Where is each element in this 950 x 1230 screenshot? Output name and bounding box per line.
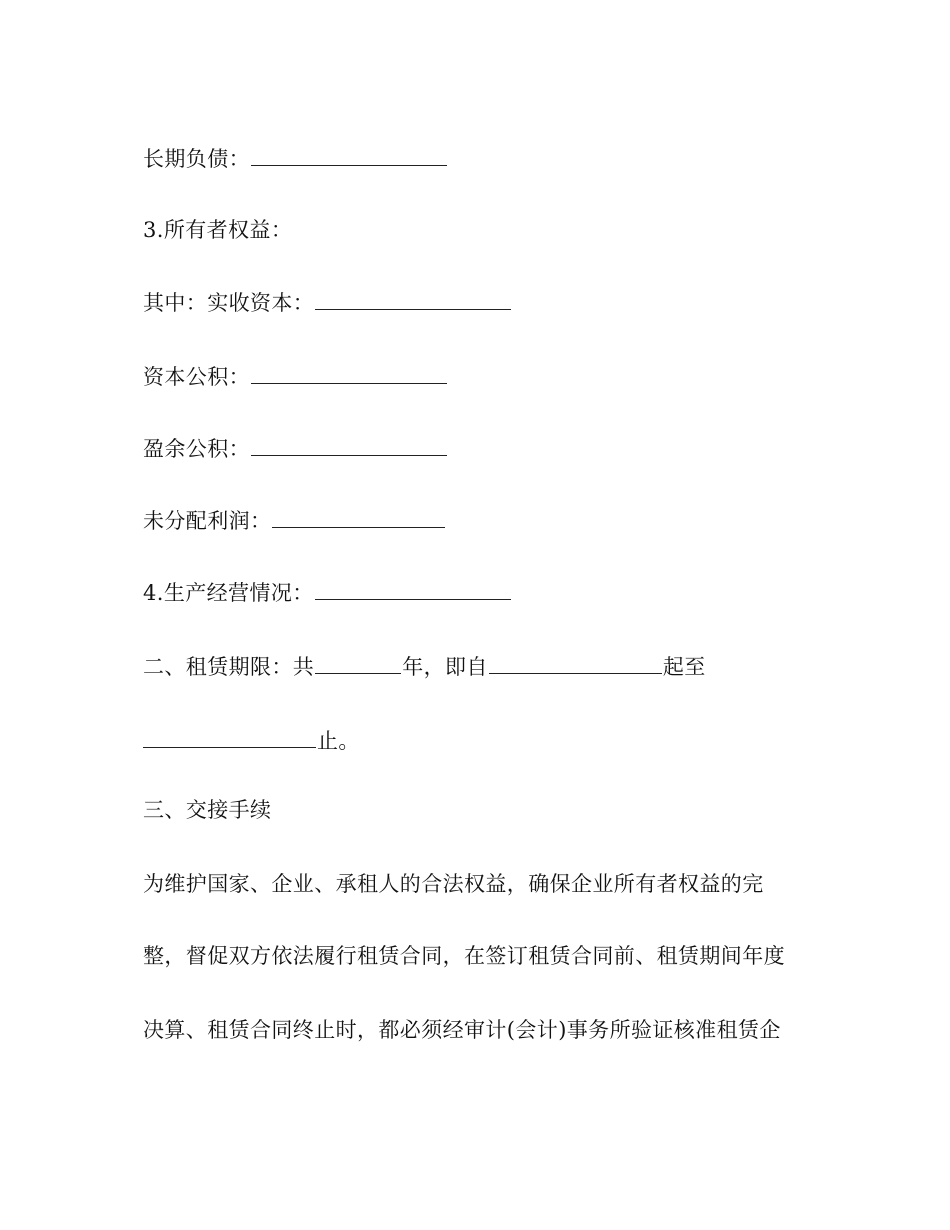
surplus-reserve-line	[143, 436, 448, 461]
lease-term-end-line	[143, 728, 360, 753]
paragraph-line-2	[143, 944, 785, 968]
production-status-line	[143, 580, 512, 605]
owners-equity-heading	[143, 218, 292, 242]
handover-heading-text: 三、交接手续	[143, 798, 272, 822]
capital-reserve-label: 资本公积：	[143, 365, 250, 389]
lease-end-blank	[143, 728, 316, 748]
paid-in-capital-line	[143, 290, 512, 315]
capital-reserve-line	[143, 364, 448, 389]
lease-start-blank	[489, 654, 662, 674]
lease-years-blank	[315, 654, 401, 674]
surplus-reserve-label: 盈余公积：	[143, 437, 250, 461]
paragraph-text-1: 为维护国家、企业、承租人的合法权益，确保企业所有者权益的完	[143, 872, 764, 896]
paid-in-capital-label: 其中：实收资本：	[143, 291, 315, 315]
production-status-blank	[315, 580, 511, 600]
undistributed-profit-blank	[272, 508, 445, 528]
undistributed-profit-label: 未分配利润：	[143, 509, 272, 533]
capital-reserve-blank	[251, 364, 447, 384]
lease-term-suffix: 起至	[662, 655, 706, 679]
long-term-debt-label: 长期负债：	[143, 147, 250, 171]
paragraph-line-3	[143, 1018, 781, 1042]
long-term-debt-line	[143, 146, 448, 171]
surplus-reserve-blank	[251, 436, 447, 456]
undistributed-profit-line	[143, 508, 446, 533]
paragraph-text-2: 整，督促双方依法履行租赁合同，在签订租赁合同前、租赁期间年度	[143, 944, 785, 968]
lease-term-end-text: 止。	[317, 729, 360, 753]
paragraph-line-1	[143, 872, 764, 896]
handover-heading	[143, 798, 271, 822]
paid-in-capital-blank	[315, 290, 511, 310]
paragraph-text-3: 决算、租赁合同终止时，都必须经审计(会计)事务所验证核准租赁企	[143, 1018, 781, 1042]
long-term-debt-blank	[251, 146, 447, 166]
lease-term-middle: 年，即自	[402, 655, 488, 679]
owners-equity-label: 3.所有者权益：	[143, 218, 293, 242]
lease-term-prefix: 二、租赁期限：共	[143, 655, 315, 679]
production-status-label: 4.生产经营情况：	[143, 581, 314, 605]
lease-term-line	[143, 654, 706, 679]
